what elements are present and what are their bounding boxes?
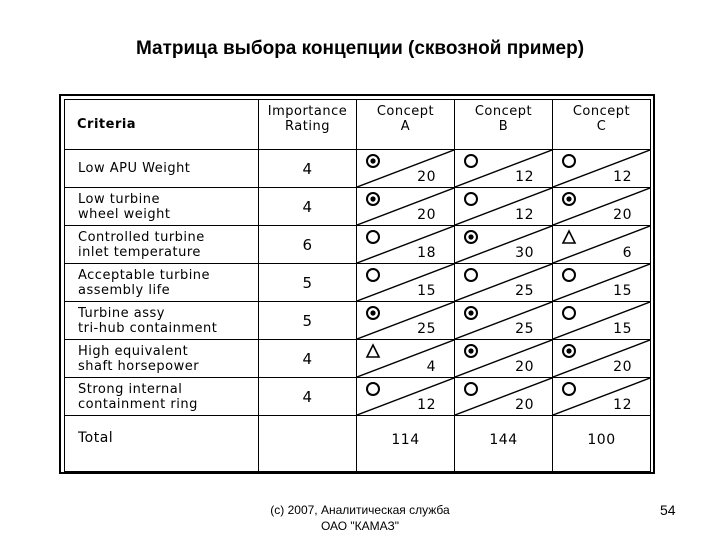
table-row <box>65 302 651 340</box>
concept-b-cell <box>455 150 553 188</box>
header-row <box>65 100 651 150</box>
importance-rating: 5 <box>259 302 357 340</box>
weighted-score: 12 <box>417 397 436 413</box>
table-row <box>65 340 651 378</box>
concept-b-cell <box>455 226 553 264</box>
concept-c-cell <box>553 264 651 302</box>
weighted-score: 12 <box>515 207 534 223</box>
weighted-score: 20 <box>417 169 436 185</box>
page-number: 54 <box>660 502 676 518</box>
concept-b-cell <box>455 378 553 416</box>
open-circle-icon <box>463 191 479 207</box>
concept-c-cell <box>553 378 651 416</box>
concept-b-header-line2: B <box>498 119 509 134</box>
table-row <box>65 264 651 302</box>
open-circle-icon <box>463 267 479 283</box>
weighted-score: 15 <box>417 283 436 299</box>
open-circle-icon <box>463 381 479 397</box>
concept-a-cell <box>357 340 455 378</box>
weighted-score: 30 <box>515 245 534 261</box>
criterion-line1: Low APU Weight <box>78 161 191 176</box>
footer-line1: (c) 2007, Аналитическая служба <box>270 503 450 517</box>
criterion-line2: shaft horsepower <box>78 358 200 374</box>
open-circle-icon <box>561 267 577 283</box>
weighted-score: 25 <box>515 283 534 299</box>
weighted-score: 20 <box>515 397 534 413</box>
concept-a-cell <box>357 302 455 340</box>
weighted-score: 12 <box>613 169 632 185</box>
criterion-label <box>65 150 259 188</box>
table-row <box>65 188 651 226</box>
weighted-score: 20 <box>515 359 534 375</box>
concept-c-header <box>553 100 651 150</box>
weighted-score: 20 <box>613 359 632 375</box>
importance-header-line1: Importance <box>267 104 348 119</box>
open-circle-icon <box>463 153 479 169</box>
open-circle-icon <box>365 381 381 397</box>
criterion-line1: Controlled turbine <box>78 229 205 245</box>
criterion-line2: wheel weight <box>78 206 171 222</box>
importance-header <box>259 100 357 150</box>
weighted-score: 25 <box>515 321 534 337</box>
total-row <box>65 416 651 472</box>
concept-c-cell <box>553 226 651 264</box>
weighted-score: 12 <box>613 397 632 413</box>
importance-rating: 4 <box>259 378 357 416</box>
concept-b-cell <box>455 302 553 340</box>
total-importance-cell <box>259 416 357 472</box>
open-circle-icon <box>365 267 381 283</box>
concept-a-cell <box>357 188 455 226</box>
weighted-score: 4 <box>426 359 436 375</box>
footer-line2: ОАО "КАМАЗ" <box>320 519 400 533</box>
importance-rating: 5 <box>259 264 357 302</box>
open-circle-icon <box>365 229 381 245</box>
importance-rating: 6 <box>259 226 357 264</box>
weighted-score: 18 <box>417 245 436 261</box>
concept-c-cell <box>553 302 651 340</box>
criterion-line1: High equivalent <box>78 343 189 359</box>
concept-selection-matrix <box>64 99 651 472</box>
total-label: Total <box>65 416 259 472</box>
footer-copyright <box>230 502 490 534</box>
criterion-line1: Turbine assy <box>78 305 165 321</box>
concept-c-header-line1: Concept <box>572 104 631 119</box>
criteria-header: Criteria <box>65 100 259 150</box>
triangle-icon <box>365 343 381 359</box>
weighted-score: 12 <box>515 169 534 185</box>
filled-circle-icon <box>463 229 479 245</box>
filled-circle-icon <box>463 343 479 359</box>
importance-header-line2: Rating <box>285 119 330 134</box>
criterion-line1: Acceptable turbine <box>78 267 211 283</box>
weighted-score: 25 <box>417 321 436 337</box>
criterion-line2: containment ring <box>78 396 198 412</box>
criterion-line1: Low turbine <box>78 191 161 207</box>
weighted-score: 20 <box>417 207 436 223</box>
importance-rating: 4 <box>259 340 357 378</box>
criterion-label <box>65 340 259 378</box>
concept-a-header-line2: A <box>400 119 411 134</box>
total-concept-a: 114 <box>357 416 455 472</box>
concept-b-cell <box>455 264 553 302</box>
filled-circle-icon <box>561 191 577 207</box>
concept-c-cell <box>553 188 651 226</box>
criterion-label <box>65 226 259 264</box>
concept-a-cell <box>357 264 455 302</box>
total-concept-c: 100 <box>553 416 651 472</box>
open-circle-icon <box>561 153 577 169</box>
weighted-score: 15 <box>613 283 632 299</box>
triangle-icon <box>561 229 577 245</box>
concept-a-header-line1: Concept <box>376 104 435 119</box>
concept-b-header <box>455 100 553 150</box>
table-row <box>65 378 651 416</box>
criterion-line2: inlet temperature <box>78 244 201 260</box>
filled-circle-icon <box>365 305 381 321</box>
criterion-line2: assembly life <box>78 282 171 298</box>
concept-a-header <box>357 100 455 150</box>
concept-a-cell <box>357 226 455 264</box>
concept-c-cell <box>553 150 651 188</box>
criterion-label <box>65 264 259 302</box>
weighted-score: 20 <box>613 207 632 223</box>
importance-rating: 4 <box>259 150 357 188</box>
filled-circle-icon <box>365 153 381 169</box>
criterion-line1: Strong internal <box>78 381 183 397</box>
concept-b-cell <box>455 340 553 378</box>
concept-c-cell <box>553 340 651 378</box>
concept-b-cell <box>455 188 553 226</box>
importance-rating: 4 <box>259 188 357 226</box>
table-row <box>65 226 651 264</box>
filled-circle-icon <box>561 343 577 359</box>
filled-circle-icon <box>463 305 479 321</box>
criterion-label <box>65 302 259 340</box>
table-row <box>65 150 651 188</box>
filled-circle-icon <box>365 191 381 207</box>
criterion-label <box>65 378 259 416</box>
open-circle-icon <box>561 381 577 397</box>
open-circle-icon <box>561 305 577 321</box>
weighted-score: 15 <box>613 321 632 337</box>
concept-c-header-line2: C <box>596 119 607 134</box>
total-concept-b: 144 <box>455 416 553 472</box>
concept-a-cell <box>357 150 455 188</box>
criterion-line2: tri-hub containment <box>78 320 218 336</box>
slide-title: Матрица выбора концепции (сквозной пример) <box>135 38 585 59</box>
weighted-score: 6 <box>622 245 632 261</box>
criterion-label <box>65 188 259 226</box>
concept-a-cell <box>357 378 455 416</box>
concept-b-header-line1: Concept <box>474 104 533 119</box>
